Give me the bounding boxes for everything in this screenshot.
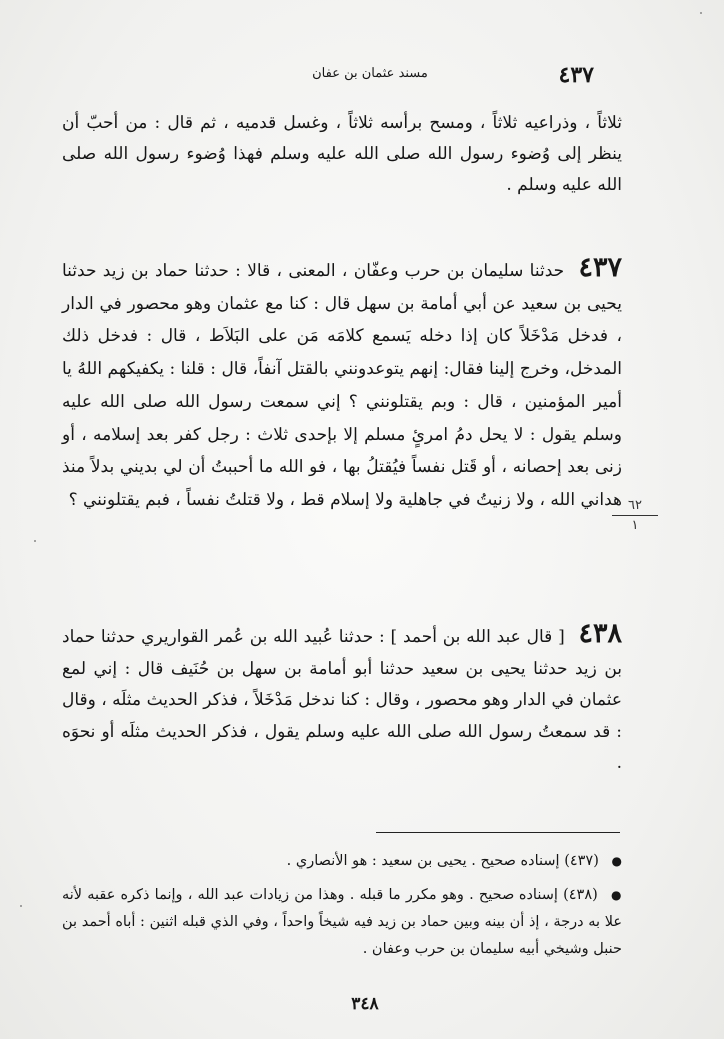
- bullet-icon: ●: [611, 854, 622, 868]
- margin-divider: [612, 515, 658, 516]
- margin-reference: [612, 498, 658, 533]
- footnote-438-text: إسناده صحيح . وهو مكرر ما قبله . وهذا من زيادات عبد الله ، وإنما ذكره عقبه لأنه علا به درجة ، إذ أن بينه وبين حماد بن زيد فيه شيخاً واحداً ، وفي الذي قبله اثنين : أباه أحمد بن حنبل وشيخي أبيه سليمان بن حرب وعفان .: [62, 887, 622, 957]
- scan-speck: [20, 905, 22, 907]
- footnote-437-text: إسناده صحيح . يحيى بن سعيد : هو الأنصاري .: [286, 853, 560, 869]
- hadith-438-opening: [ قال عبد الله بن أحمد ]: [390, 627, 565, 647]
- scan-speck: [34, 540, 36, 542]
- header-page-number: ٤٣٧: [558, 62, 594, 88]
- bullet-icon: ●: [610, 888, 623, 902]
- scan-speck: [700, 12, 702, 14]
- continuation-paragraph: ثلاثاً ، وذراعيه ثلاثاً ، ومسح برأسه ثلاثاً ، وغسل قدميه ، ثم قال : من أحبّ أن ينظر إلى وُضوء رسول الله صلى الله عليه وسلم فهذا وُضوء رسول الله صلى الله عليه وسلم .: [62, 113, 622, 195]
- hadith-438: [62, 618, 622, 780]
- hadith-438-text: : حدثنا عُبيد الله بن عُمر القواريري حدثنا حماد بن زيد حدثنا يحيى بن سعيد حدثنا أبو أمامة بن سهل بن حُنَيف قال : إني لمع عثمان في الدار وهو محصور ، وقال : كنا ندخل مَدْخَلاً ، فذكر الحديث مثلَه ، وقال : قد سمعتُ رسول الله صلى الله عليه وسلم يقول ، فذكر الحديث مثلَه أو نحوَه .: [62, 627, 622, 773]
- footnote-438-ref: (٤٣٨): [563, 887, 598, 903]
- hadith-number-437: ٤٣٧: [578, 252, 622, 283]
- hadith-437: [62, 252, 622, 517]
- margin-reference-bottom: ١: [631, 518, 639, 533]
- footnote-437-ref: (٤٣٧): [564, 853, 599, 869]
- footer-page-number: ٣٤٨: [351, 994, 379, 1014]
- footnote-437: [62, 848, 622, 875]
- running-title: مسند عثمان بن عفان: [312, 66, 428, 81]
- margin-reference-top: ٦٢: [628, 498, 642, 513]
- hadith-number-438: ٤٣٨: [578, 618, 623, 649]
- hadith-437-text: حدثنا سليمان بن حرب وعفّان ، المعنى ، قالا : حدثنا حماد بن زيد حدثنا يحيى بن سعيد عن أبي أمامة بن سهل قال : كنا مع عثمان وهو محصور في الدار ، فدخل مَدْخَلاً كان إذا دخله يَسمع كلامَه مَن على البَلاَط ، قال : فدخل ذلك المدخل، وخرج إلينا فقال: إنهم يتوعدونني بالقتل آنفاً، قال : قلنا : يكفيكهم اللهُ يا أمير المؤمنين ، قال : وبم يقتلونني ؟ إني سمعت رسول الله صلى الله عليه وسلم يقول : لا يحل دمُ امرئٍ مسلم إلا بإحدى ثلاث : رجل كفر بعد إسلامه ، أو زنى بعد إحصانه ، أو قَتل نفساً فيُقتلُ بها ، فو الله ما أحببتُ أن لي بديني بدلاً منذ هداني الله ، ولا زنيتُ في جاهلية ولا إسلام قط ، ولا قتلتُ نفساً ، فبم يقتلونني ؟: [62, 261, 622, 510]
- footnote-438: [62, 882, 622, 963]
- footnote-divider: [376, 832, 620, 833]
